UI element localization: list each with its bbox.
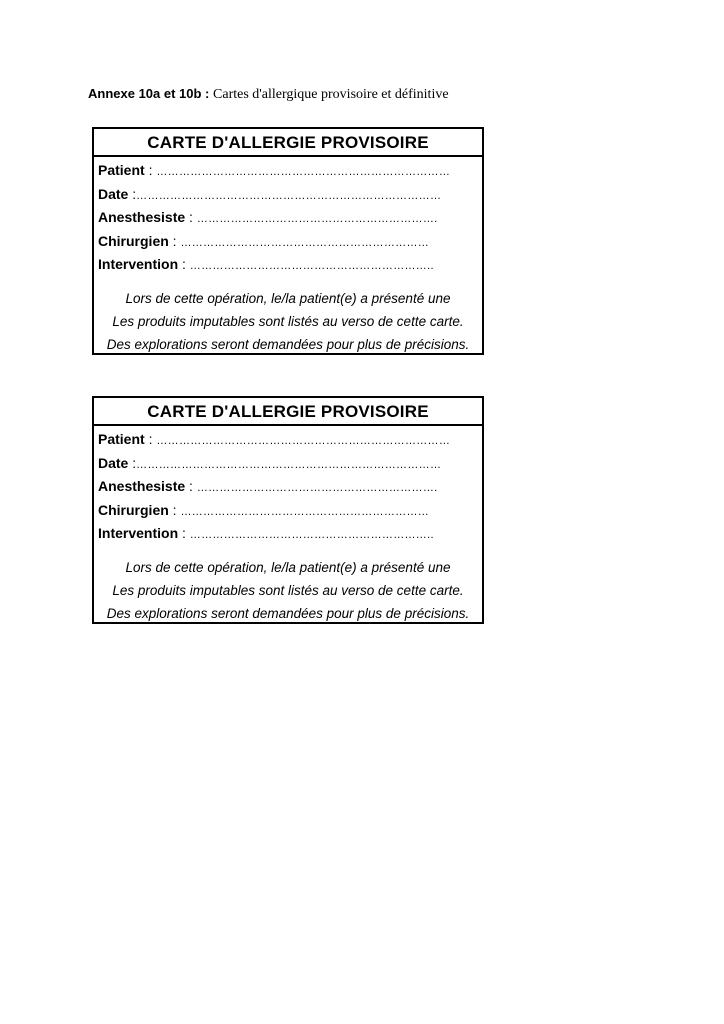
field-label: Date — [98, 185, 129, 202]
fill-line: ………………………………………………………. — [196, 482, 438, 494]
card-title: CARTE D'ALLERGIE PROVISOIRE — [94, 398, 482, 426]
heading-text: Cartes d'allergique provisoire et définitive — [213, 87, 449, 102]
page-heading — [88, 86, 449, 103]
card-notes — [94, 287, 482, 356]
fill-line: …………………………………………………………………… — [156, 166, 451, 178]
card-fields — [94, 157, 482, 278]
note-line: Des explorations seront demandées pour plus de précisions. — [106, 606, 470, 621]
fill-line: ………………………………………………………. — [196, 213, 438, 225]
field-label: Patient — [98, 431, 145, 447]
field-label: Chirurgien — [98, 232, 169, 249]
field-patient: Patient : …………………………………………………………………… — [98, 431, 451, 447]
fill-line: ……………………………………………………….. — [189, 529, 434, 541]
field-label: Intervention — [98, 256, 179, 272]
field-label: Date — [98, 454, 129, 471]
field-date: Date :……………………………………………………………………… — [98, 454, 442, 471]
field-anesthesiste: Anesthesiste : ………………………………………………………. — [98, 478, 438, 494]
allergy-card — [92, 127, 484, 355]
field-date: Date :……………………………………………………………………… — [98, 185, 442, 202]
note-line: Des explorations seront demandées pour plus de précisions. — [106, 337, 470, 352]
fill-line: …………………………………………………………………… — [156, 435, 451, 447]
note-line: Lors de cette opération, le/la patient(e) a présenté une — [125, 291, 451, 306]
heading-label: Annexe 10a et 10b : — [88, 86, 210, 101]
field-intervention: Intervention : ……………………………………………………….. — [98, 525, 434, 541]
field-chirurgien: Chirurgien : ………………………………………………………… — [98, 501, 430, 518]
field-anesthesiste: Anesthesiste : ………………………………………………………. — [98, 209, 438, 225]
allergy-card — [92, 396, 484, 624]
card-notes — [94, 556, 482, 625]
field-patient: Patient : …………………………………………………………………… — [98, 162, 451, 178]
note-line: Les produits imputables sont listés au verso de cette carte. — [112, 314, 464, 329]
field-chirurgien: Chirurgien : ………………………………………………………… — [98, 232, 430, 249]
fill-line: ……………………………………………………………………… — [136, 189, 442, 202]
fill-line: ……………………………………………………………………… — [136, 458, 442, 471]
field-label: Chirurgien — [98, 501, 169, 518]
note-line: Lors de cette opération, le/la patient(e) a présenté une — [125, 560, 451, 575]
card-fields — [94, 426, 482, 547]
field-label: Patient — [98, 162, 145, 178]
fill-line: ………………………………………………………… — [180, 236, 430, 249]
fill-line: ……………………………………………………….. — [189, 260, 434, 272]
field-label: Intervention — [98, 525, 179, 541]
card-title: CARTE D'ALLERGIE PROVISOIRE — [94, 129, 482, 157]
field-label: Anesthesiste — [98, 478, 186, 494]
field-intervention: Intervention : ……………………………………………………….. — [98, 256, 434, 272]
note-line: Les produits imputables sont listés au verso de cette carte. — [112, 583, 464, 598]
field-label: Anesthesiste — [98, 209, 186, 225]
fill-line: ………………………………………………………… — [180, 505, 430, 518]
